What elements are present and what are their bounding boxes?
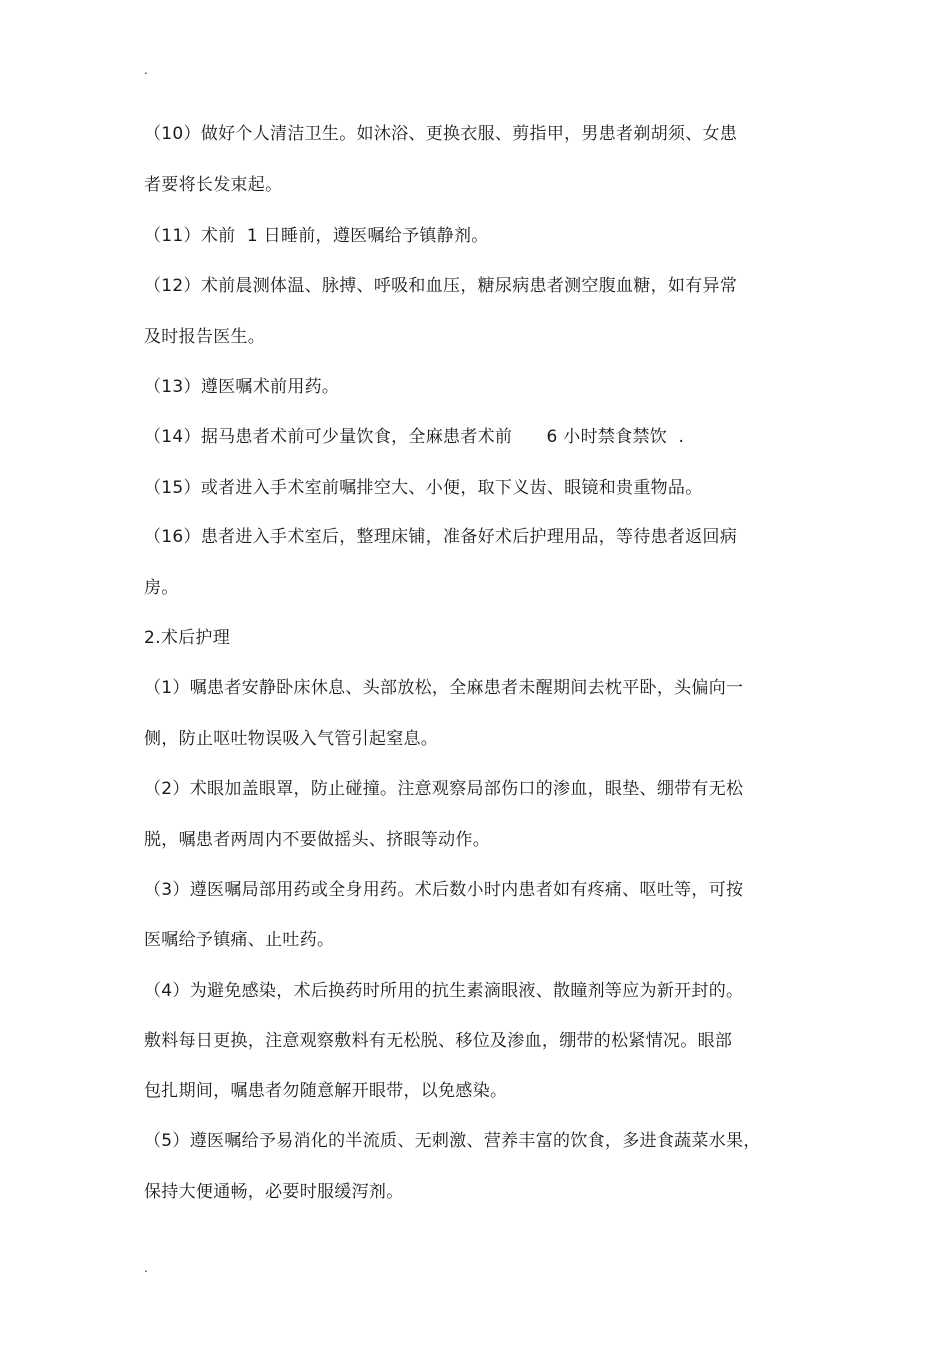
text-line: 包扎期间，嘱患者勿随意解开眼带，以免感染。 [144, 1081, 508, 1101]
text-line: （12）术前晨测体温、脉搏、呼吸和血压，糖尿病患者测空腹血糖，如有异常 [144, 276, 738, 296]
text-line: （13）遵医嘱术前用药。 [144, 377, 340, 397]
text-line: 者要将长发束起。 [144, 175, 283, 195]
text-line: （10）做好个人清洁卫生。如沐浴、更换衣服、剪指甲，男患者剃胡须、女患 [144, 124, 738, 144]
section-heading: 2.术后护理 [144, 628, 231, 648]
text-line: （3）遵医嘱局部用药或全身用药。术后数小时内患者如有疼痛、呕吐等，可按 [144, 880, 744, 900]
page-marker-top: . [144, 63, 148, 77]
text-line: （2）术眼加盖眼罩，防止碰撞。注意观察局部伤口的渗血，眼垫、绷带有无松 [144, 779, 744, 799]
text-line: 房。 [144, 578, 179, 598]
text-line: （1）嘱患者安静卧床休息、头部放松，全麻患者未醒期间去枕平卧，头偏向一 [144, 678, 744, 698]
text-line: （15）或者进入手术室前嘱排空大、小便，取下义齿、眼镜和贵重物品。 [144, 478, 703, 498]
text-line: 脱，嘱患者两周内不要做摇头、挤眼等动作。 [144, 830, 490, 850]
text-line: （5）遵医嘱给予易消化的半流质、无刺激、营养丰富的饮食，多进食蔬菜水果， [144, 1131, 761, 1151]
text-line: （11）术前 1 日睡前，遵医嘱给予镇静剂。 [144, 226, 489, 246]
page-marker-bottom: . [144, 1261, 148, 1275]
text-line: 侧，防止呕吐物误吸入气管引起窒息。 [144, 729, 439, 749]
text-line: 及时报告医生。 [144, 327, 266, 347]
text-line: （16）患者进入手术室后，整理床铺，准备好术后护理用品，等待患者返回病 [144, 527, 738, 547]
text-line: 保持大便通畅，必要时服缓泻剂。 [144, 1182, 404, 1202]
text-line: （14）据马患者术前可少量饮食，全麻患者术前 6 小时禁食禁饮 . [144, 427, 685, 447]
text-line: （4）为避免感染，术后换药时所用的抗生素滴眼液、散瞳剂等应为新开封的。 [144, 981, 744, 1001]
text-line: 医嘱给予镇痛、止吐药。 [144, 930, 335, 950]
text-line: 敷料每日更换，注意观察敷料有无松脱、移位及渗血，绷带的松紧情况。眼部 [144, 1031, 733, 1051]
